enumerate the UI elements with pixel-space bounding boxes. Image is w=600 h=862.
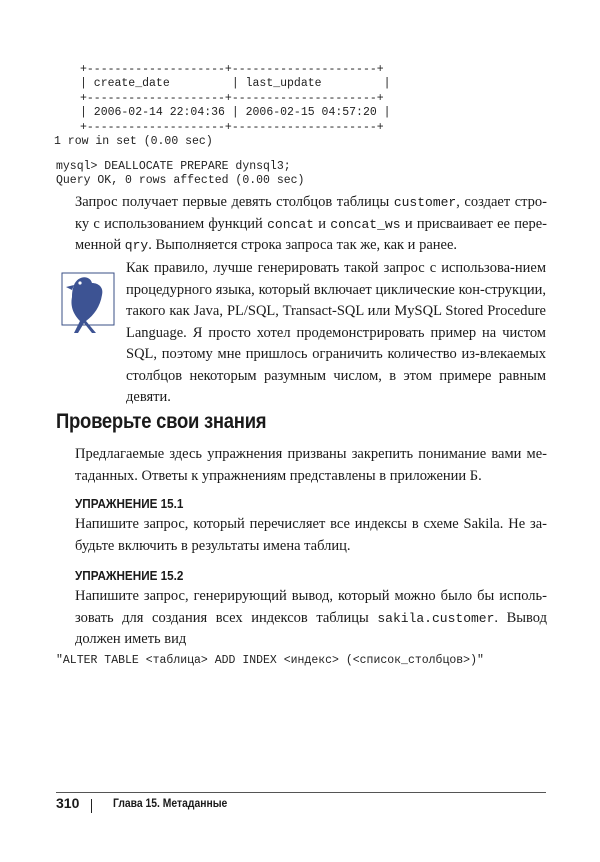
table-data-row: | 2006-02-14 22:04:36 | 2006-02-15 04:57:20 | bbox=[80, 106, 391, 119]
page-footer bbox=[56, 795, 228, 811]
note-text: Как правило, лучше генерировать такой запрос с использова-нием процедурного языка, который включает циклические кон-струкции, такого как Java, PL/SQL, Transact-SQL или MySQL Stored Procedure Language. Я просто хотел продемонстрировать пример на чистом SQL, поэтому мне пришлось ограничить количество из-влекаемых столбцов некоторым разумным числом, в этом примере равным девяти. bbox=[126, 260, 546, 405]
sql-command-line: mysql> DEALLOCATE PREPARE dynsql3; bbox=[56, 159, 291, 173]
page-number: 310 bbox=[56, 795, 80, 811]
alter-table-template: "ALTER TABLE <таблица> ADD INDEX <индекс> (<список_столбцов>)" bbox=[56, 654, 484, 667]
exercise-15-1-text: Напишите запрос, который перечисляет все индексы в схеме Sakila. Не за-будьте включить в результаты имена таблиц. bbox=[75, 516, 547, 554]
table-border-mid: +--------------------+---------------------+ bbox=[80, 91, 384, 105]
code-concat: concat bbox=[267, 216, 314, 232]
exercise-15-2-text: Напишите запрос, генерирующий вывод, который можно было бы исполь-зовать для создания всех индексов таблицы sakila.customer. Вывод должен иметь вид bbox=[75, 588, 547, 647]
bird-icon bbox=[56, 265, 120, 335]
code-sakila-customer: sakila.customer bbox=[377, 610, 495, 626]
table-header-row: | create_date | last_update | bbox=[80, 77, 391, 90]
sql-output-block bbox=[56, 48, 391, 203]
section-title: Проверьте свои знания bbox=[56, 410, 267, 433]
code-customer: customer bbox=[393, 195, 457, 210]
table-border-top: +--------------------+---------------------+ bbox=[80, 62, 384, 76]
footer-divider bbox=[56, 792, 546, 793]
result-line: 1 row in set (0.00 sec) bbox=[54, 135, 213, 148]
chapter-title: Глава 15. Метаданные bbox=[113, 798, 228, 810]
exercise-15-2-heading: УПРАЖНЕНИЕ 15.2 bbox=[75, 568, 184, 583]
section-intro: Предлагаемые здесь упражнения призваны закрепить понимание вами ме-таданных. Ответы к упражнениям представлены в приложении Б. bbox=[75, 446, 547, 484]
table-border-bottom: +--------------------+---------------------+ bbox=[80, 120, 384, 134]
query-ok-line: Query OK, 0 rows affected (0.00 sec) bbox=[56, 174, 305, 187]
footer-separator bbox=[91, 799, 92, 813]
paragraph-query-explanation: Запрос получает первые девять столбцов таблицы customer, создает стро-ку с использованием функций concat и concat_ws и присваивает ее пере-менной qry. Выполняется строка запроса так же, как и ранее. bbox=[75, 194, 548, 253]
code-qry: qry bbox=[124, 238, 149, 253]
exercise-15-1-heading: УПРАЖНЕНИЕ 15.1 bbox=[75, 496, 184, 511]
code-concat-ws: concat_ws bbox=[330, 216, 401, 232]
